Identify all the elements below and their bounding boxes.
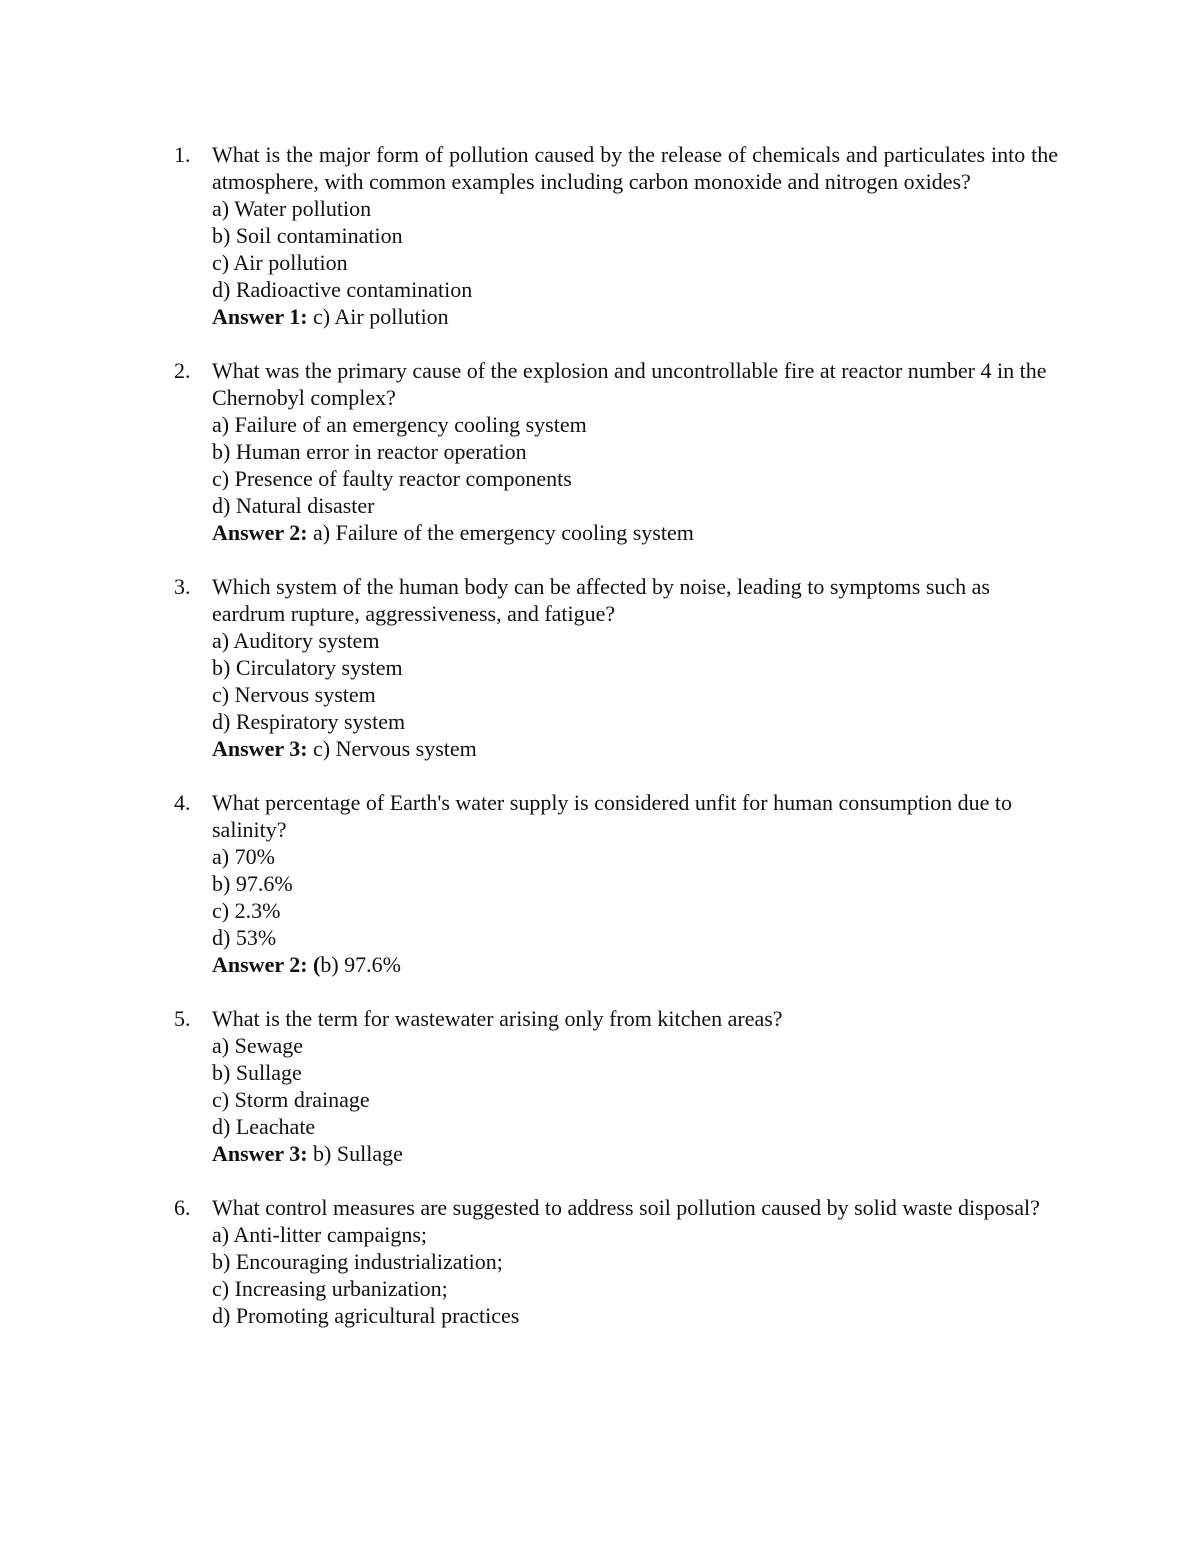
answer-option: b) Human error in reactor operation [212,439,527,464]
question-body [212,789,1058,978]
question-body [212,357,1058,546]
answer-option: c) Nervous system [212,682,376,707]
question-number: 4. [174,790,191,815]
question-body [212,1005,1058,1167]
question-number: 5. [174,1006,191,1031]
question-text: What percentage of Earth's water supply is considered unfit for human consumption due to salinity? [212,790,1013,842]
answer-option: b) Sullage [212,1060,302,1085]
answer-text: b) Sullage [307,1141,403,1166]
question-number: 6. [174,1195,191,1220]
answer-option: d) Leachate [212,1114,316,1139]
answer-option: d) 53% [212,925,277,950]
answer-line [212,735,1058,762]
question-item [0,141,1200,330]
answer-text: c) Nervous system [307,736,477,761]
question-body [212,141,1058,330]
answer-line [212,303,1058,330]
question-text: What was the primary cause of the explosion and uncontrollable fire at reactor number 4 in the Chernobyl complex? [212,358,1047,410]
answer-option: a) Auditory system [212,628,380,653]
answer-option: b) Encouraging industrialization; [212,1249,503,1274]
answer-option: d) Promoting agricultural practices [212,1303,520,1328]
answer-option: b) 97.6% [212,871,293,896]
question-item [0,573,1200,762]
answer-label: Answer 2: ( [212,952,321,977]
answer-label: Answer 3: [212,736,308,761]
question-number: 1. [174,142,191,167]
question-text: What is the major form of pollution caused by the release of chemicals and particulates into the atmosphere, with common examples including carbon monoxide and nitrogen oxides? [212,142,1058,194]
question-text: Which system of the human body can be affected by noise, leading to symptoms such as eardrum rupture, aggressiveness, and fatigue? [212,574,990,626]
answer-option: c) 2.3% [212,898,281,923]
question-number: 2. [174,358,191,383]
answer-option: d) Respiratory system [212,709,406,734]
answer-line [212,1140,1058,1167]
answer-line [212,519,1058,546]
answer-option: a) 70% [212,844,275,869]
answer-label: Answer 2: [212,520,308,545]
answer-option: d) Radioactive contamination [212,277,473,302]
answer-option: c) Storm drainage [212,1087,370,1112]
answer-option: b) Circulatory system [212,655,403,680]
answer-line [212,951,1058,978]
question-list [0,141,1200,1356]
answer-option: a) Anti-litter campaigns; [212,1222,428,1247]
answer-text: a) Failure of the emergency cooling system [307,520,694,545]
answer-option: d) Natural disaster [212,493,375,518]
question-number: 3. [174,574,191,599]
answer-option: b) Soil contamination [212,223,403,248]
answer-text: b) 97.6% [320,952,402,977]
answer-option: c) Increasing urbanization; [212,1276,448,1301]
question-text: What is the term for wastewater arising only from kitchen areas? [212,1006,783,1031]
question-body [212,1194,1058,1329]
question-item [0,789,1200,978]
answer-label: Answer 3: [212,1141,308,1166]
answer-option: a) Failure of an emergency cooling system [212,412,587,437]
question-body [212,573,1058,762]
answer-option: c) Presence of faulty reactor components [212,466,572,491]
answer-option: a) Sewage [212,1033,304,1058]
question-item [0,1005,1200,1167]
question-item [0,1194,1200,1329]
answer-text: c) Air pollution [307,304,449,329]
answer-option: c) Air pollution [212,250,348,275]
answer-label: Answer 1: [212,304,308,329]
answer-option: a) Water pollution [212,196,372,221]
question-text: What control measures are suggested to address soil pollution caused by solid waste disposal? [212,1195,1040,1220]
question-item [0,357,1200,546]
